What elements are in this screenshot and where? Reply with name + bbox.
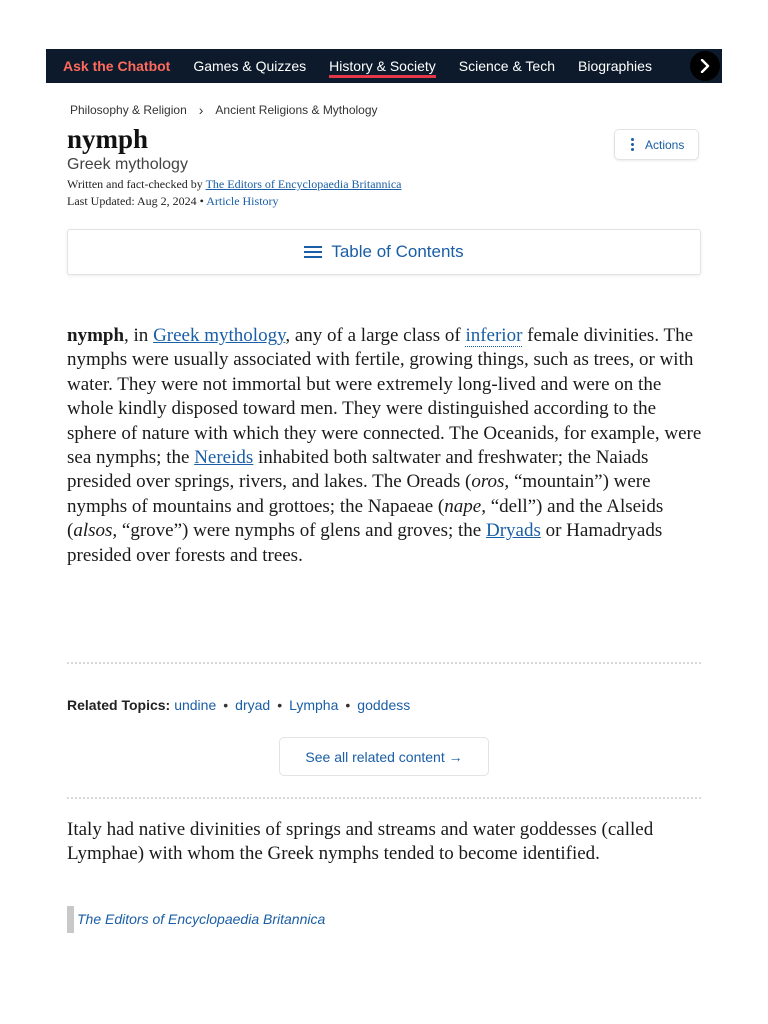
link-dryads[interactable]: Dryads	[485, 520, 541, 542]
link-nereids[interactable]: Nereids	[194, 447, 254, 469]
article-history-link[interactable]: Article History	[206, 194, 279, 208]
text-italic: alsos,	[73, 520, 118, 542]
link-inferior[interactable]: inferior	[465, 325, 523, 346]
more-vertical-icon	[625, 138, 639, 151]
nav-item-science-tech[interactable]: Science & Tech	[458, 58, 556, 74]
page-title: nymph	[67, 124, 149, 154]
text-italic: nape,	[444, 495, 486, 517]
last-updated-text: Last Updated: Aug 2, 2024 •	[67, 194, 204, 208]
nav-item-biographies[interactable]: Biographies	[578, 58, 652, 74]
table-of-contents-button[interactable]	[67, 229, 701, 275]
last-updated	[67, 194, 279, 209]
related-topic-goddess[interactable]: goddess	[357, 697, 411, 713]
related-topic-lympha[interactable]: Lympha	[289, 697, 339, 713]
see-all-related-button[interactable]: See all related content →	[279, 737, 489, 776]
text: or Hamadryads presided over forests and trees.	[67, 520, 663, 566]
text: inhabited both saltwater and freshwater; the Naiads presided over springs, rivers, and lakes. The Oreads (	[67, 447, 649, 493]
nav-next-button[interactable]	[690, 51, 720, 81]
article-paragraph-2: Italy had native divinities of springs and streams and water goddesses (called Lymphae) with whom the Greek nymphs tended to become identified.	[67, 819, 654, 865]
related-topic-undine[interactable]: undine	[174, 697, 217, 713]
actions-label: Actions	[645, 137, 685, 152]
author-link[interactable]: The Editors of Encyclopaedia Britannica	[205, 177, 402, 191]
actions-button[interactable]	[614, 129, 699, 160]
top-nav	[46, 49, 722, 83]
nav-item-games-quizzes[interactable]: Games & Quizzes	[193, 58, 307, 74]
text: “mountain”) were nymphs of mountains and grottoes; the Napaeae (	[67, 471, 651, 517]
chevron-right-icon	[699, 59, 711, 73]
bullet-separator: •	[345, 697, 351, 713]
text: “grove”) were nymphs of glens and groves; the	[117, 520, 486, 542]
related-topics-label: Related Topics:	[67, 697, 171, 713]
text: “dell”) and the Alseids (	[67, 495, 664, 542]
bullet-separator: •	[223, 697, 229, 713]
divider	[67, 662, 701, 664]
article-paragraph-1	[67, 324, 703, 568]
breadcrumb	[70, 102, 378, 118]
breadcrumb-item-philosophy-religion[interactable]: Philosophy & Religion	[70, 103, 187, 117]
text: , any of a large class of	[285, 325, 466, 346]
divider	[67, 797, 701, 799]
term: nymph	[67, 325, 125, 346]
breadcrumb-item-ancient-religions[interactable]: Ancient Religions & Mythology	[215, 103, 378, 117]
byline-prefix: Written and fact-checked by	[67, 177, 203, 191]
bullet-separator: •	[277, 697, 283, 713]
nav-item-ask-chatbot[interactable]: Ask the Chatbot	[63, 58, 171, 74]
chevron-right-icon: ›	[198, 102, 204, 118]
toc-label: Table of Contents	[331, 242, 464, 261]
related-topic-dryad[interactable]: dryad	[235, 697, 271, 713]
byline	[67, 177, 402, 192]
page-subtitle: Greek mythology	[67, 156, 188, 173]
link-greek-mythology[interactable]: Greek mythology	[153, 325, 286, 346]
text: female divinities. The nymphs were usually associated with fertile, growing things, such as trees, or with water. They were not immortal but were extremely long-lived and were on the whole kindly disposed toward men. They were distinguished according to the sphere of nature with which they were connected. The Oceanids, for example, were sea nymphs; the	[67, 325, 702, 469]
related-topics	[67, 697, 410, 713]
list-icon	[304, 246, 322, 258]
nav-item-history-society[interactable]: History & Society	[329, 49, 436, 83]
text: , in	[124, 325, 154, 346]
author-footer-link[interactable]: The Editors of Encyclopaedia Britannica	[67, 906, 325, 933]
text-italic: oros,	[471, 471, 510, 493]
